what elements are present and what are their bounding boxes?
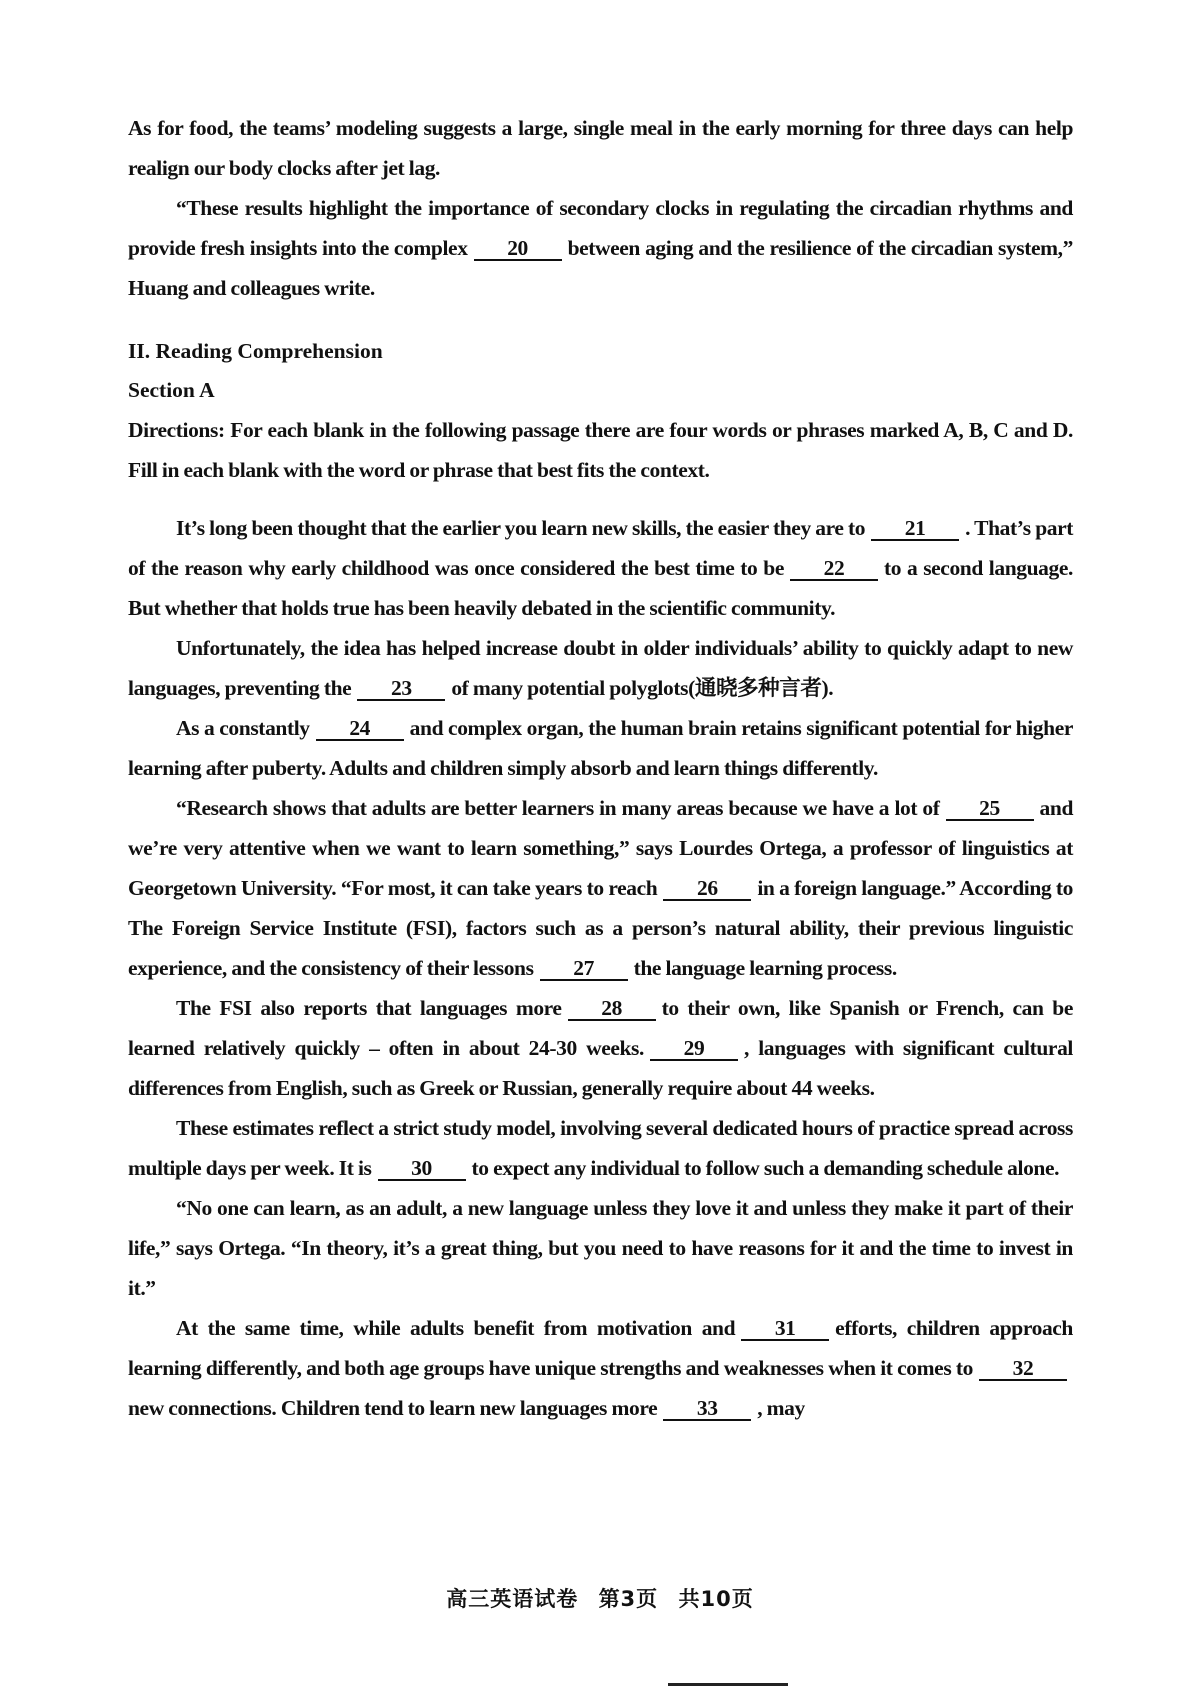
passage-paragraph-6 <box>128 1108 1073 1188</box>
text-fragment: efforts, children approach learning differently, and both age groups have unique strengths and weaknesses when it comes to <box>128 1316 1073 1380</box>
text-fragment: the language learning process. <box>633 956 897 980</box>
blank-25: 25 <box>946 797 1034 821</box>
directions-label: Directions: <box>128 418 225 442</box>
passage-paragraph-1 <box>128 508 1073 628</box>
footer-exam-title: 高三英语试卷 <box>446 1587 579 1611</box>
blank-31: 31 <box>741 1317 829 1341</box>
passage-paragraph-3 <box>128 708 1073 788</box>
text-fragment: new connections. Children tend to learn new languages more <box>128 1396 658 1420</box>
blank-27: 27 <box>540 957 628 981</box>
passage-paragraph-4 <box>128 788 1073 988</box>
part-title: II. Reading Comprehension <box>128 339 383 363</box>
paragraph-jetlag-food: As for food, the teams’ modeling suggests a large, single meal in the early morning for three days can help realign our body clocks after jet lag. <box>128 116 1073 180</box>
blank-32: 32 <box>979 1357 1067 1381</box>
blank-28: 28 <box>568 997 656 1021</box>
text-fragment: and we’re very attentive when we want to learn something,” says Lourdes Ortega, a professor of linguistics at Georgetown University. “For most, it can take years to reach <box>128 796 1073 900</box>
text-fragment: between aging and the resilience of the circadian system,” Huang and colleagues write. <box>128 236 1073 300</box>
blank-29: 29 <box>650 1037 738 1061</box>
page-footer <box>0 1583 1200 1613</box>
blank-20: 20 <box>474 237 562 261</box>
text-fragment: and complex organ, the human brain retains significant potential for higher learning after puberty. Adults and children simply absorb and learn things differently. <box>128 716 1073 780</box>
section-title: Section A <box>128 378 215 402</box>
text-fragment: , languages with significant cultural differences from English, such as Greek or Russian, generally require about 44 weeks. <box>128 1036 1073 1100</box>
blank-22: 22 <box>790 557 878 581</box>
text-fragment: It’s long been thought that the earlier you learn new skills, the easier they are to <box>176 516 866 540</box>
text-fragment: to a second language. But whether that holds true has been heavily debated in the scientific community. <box>128 556 1073 620</box>
passage-paragraph-2 <box>128 628 1073 708</box>
text-fragment: in a foreign language.” According to The Foreign Service Institute (FSI), factors such as a person’s natural ability, their previous linguistic experience, and the consistency of their lessons <box>128 876 1073 980</box>
text-fragment: to their own, like Spanish or French, can be learned relatively quickly – often in about 24-30 weeks. <box>128 996 1074 1060</box>
blank-23: 23 <box>357 677 445 701</box>
text-fragment: of many potential polyglots(通晓多种言者). <box>451 676 834 700</box>
bottom-edge-mark <box>668 1683 788 1686</box>
text-fragment: “Research shows that adults are better learners in many areas because we have a lot of <box>176 796 940 820</box>
blank-30: 30 <box>378 1157 466 1181</box>
text-fragment: At the same time, while adults benefit from motivation and <box>176 1316 736 1340</box>
passage-paragraph-7: “No one can learn, as an adult, a new language unless they love it and unless they make it part of their life,” says Ortega. “In theory, it’s a great thing, but you need to have reasons for it and the time to invest in it.” <box>128 1196 1073 1300</box>
blank-21: 21 <box>871 517 959 541</box>
text-fragment: Unfortunately, the idea has helped increase doubt in older individuals’ ability to quickly adapt to new languages, preventing the <box>128 636 1073 700</box>
text-fragment: to expect any individual to follow such a demanding schedule alone. <box>471 1156 1060 1180</box>
footer-page-total: 共10页 <box>678 1587 754 1611</box>
blank-33: 33 <box>663 1397 751 1421</box>
text-fragment: These estimates reflect a strict study model, involving several dedicated hours of practice spread across multiple days per week. It is <box>128 1116 1073 1180</box>
text-fragment: “These results highlight the importance of secondary clocks in regulating the circadian rhythms and provide fresh insights into the complex <box>128 196 1073 260</box>
blank-24: 24 <box>316 717 404 741</box>
footer-page-number: 第3页 <box>598 1587 659 1611</box>
text-fragment: . That’s part of the reason why early childhood was once considered the best time to be <box>128 516 1073 580</box>
text-fragment: , may <box>757 1396 805 1420</box>
passage-paragraph-8 <box>128 1308 1073 1428</box>
text-fragment: As a constantly <box>176 716 310 740</box>
directions <box>128 410 1073 490</box>
directions-text: For each blank in the following passage there are four words or phrases marked A, B, C and D. Fill in each blank with the word or phrase that best fits the context. <box>128 418 1073 482</box>
paragraph-circadian-quote <box>128 188 1073 308</box>
blank-26: 26 <box>663 877 751 901</box>
text-fragment: The FSI also reports that languages more <box>176 996 562 1020</box>
exam-page <box>128 108 1073 1428</box>
passage-paragraph-5 <box>128 988 1073 1108</box>
